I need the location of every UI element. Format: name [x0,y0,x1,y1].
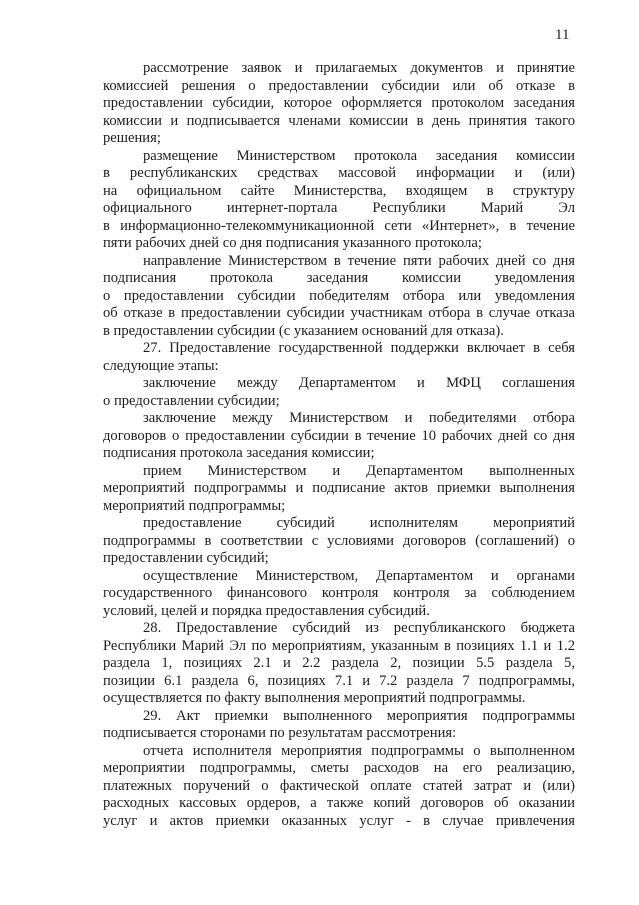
text-line: на официальном сайте Министерства, входящем в структуру [103,182,575,199]
text-line: комиссии и подписывается членами комиссии в день принятия такого [103,112,575,129]
text-line: 27. Предоставление государственной поддержки включает в себя [143,340,575,356]
document-body [103,60,575,830]
text-line: 28. Предоставление субсидий из республиканского бюджета [143,620,575,636]
text-line: прием Министерством и Департаментом выполненных [143,462,575,479]
text-line: платежных поручений о фактической оплате статей затрат и (или) [103,777,575,794]
text-line: Республики Марий Эл по мероприятиям, указанным в позициях 1.1 и 1.2 [103,637,575,654]
text-line: расходных кассовых ордеров, а также копий договоров об оказании [103,795,575,811]
text-line: о предоставлении субсидии победителям отбора или уведомления [103,287,575,304]
text-line: условий, целей и порядка предоставления субсидий. [103,602,430,619]
text-line: подписания протокола заседания комиссии уведомления [103,270,575,286]
text-line: размещение Министерством протокола заседания комиссии [143,147,575,164]
text-line: мероприятий подпрограммы и подписание актов приемки выполнения [103,480,575,496]
text-line: государственного финансового контроля контроля за соблюдением [103,585,575,601]
text-line: предоставление субсидий исполнителям мероприятий [143,515,575,531]
text-line: подписания протокола заседания комиссии; [103,445,375,461]
text-line: направление Министерством в течение пяти рабочих дней со дня [143,252,575,269]
text-line: в республиканских средствах массовой информации и (или) [103,165,575,181]
text-line: решения; [103,130,161,146]
text-line: пяти рабочих дней со дня подписания указанного протокола; [103,235,482,251]
text-line: предоставлении субсидий; [103,550,269,566]
text-line: официального интернет-портала Республики Марий Эл [103,200,575,216]
text-line: рассмотрение заявок и прилагаемых документов и принятие [143,60,575,76]
text-line: мероприятии подпрограммы, сметы расходов на его реализацию, [103,760,575,776]
text-line: в предоставлении субсидии (с указанием оснований для отказа). [103,322,504,339]
text-line: в информационно-телекоммуникационной сети «Интернет», в течение [103,217,575,234]
text-line: следующие этапы: [103,357,219,374]
text-line: подпрограммы в соответствии с условиями договоров (соглашений) о [103,532,575,549]
text-line: 29. Акт приемки выполненного мероприятия подпрограммы [143,707,575,724]
text-line: осуществление Министерством, Департаментом и органами [143,567,575,584]
text-line: подписывается сторонами по результатам рассмотрения: [103,725,457,741]
text-line: отчета исполнителя мероприятия подпрограммы о выполненном [143,742,575,759]
text-line: предоставлении субсидии, которое оформляется протоколом заседания [103,95,575,111]
page-number: 11 [555,27,570,43]
text-line: заключение между Департаментом и МФЦ соглашения [143,375,575,391]
text-line: осуществляется по факту выполнения мероприятий подпрограммы. [103,690,526,706]
text-line: позиции 6.1 раздела 6, позициях 7.1 и 7.2 раздела 7 подпрограммы, [103,672,575,689]
text-line: об отказе в предоставлении субсидии участникам отбора в случае отказа [103,305,575,321]
text-line: комиссией решения о предоставлении субсидии или об отказе в [103,77,575,94]
text-line: о предоставлении субсидии; [103,392,280,409]
text-line: услуг и актов приемки оказанных услуг - в случае привлечения [103,812,575,829]
text-line: договоров о предоставлении субсидии в течение 10 рабочих дней со дня [103,427,575,444]
text-line: раздела 1, позициях 2.1 и 2.2 раздела 2, позиции 5.5 раздела 5, [103,655,575,671]
text-line: мероприятий подпрограммы; [103,497,286,514]
text-line: заключение между Министерством и победителями отбора [143,410,575,426]
